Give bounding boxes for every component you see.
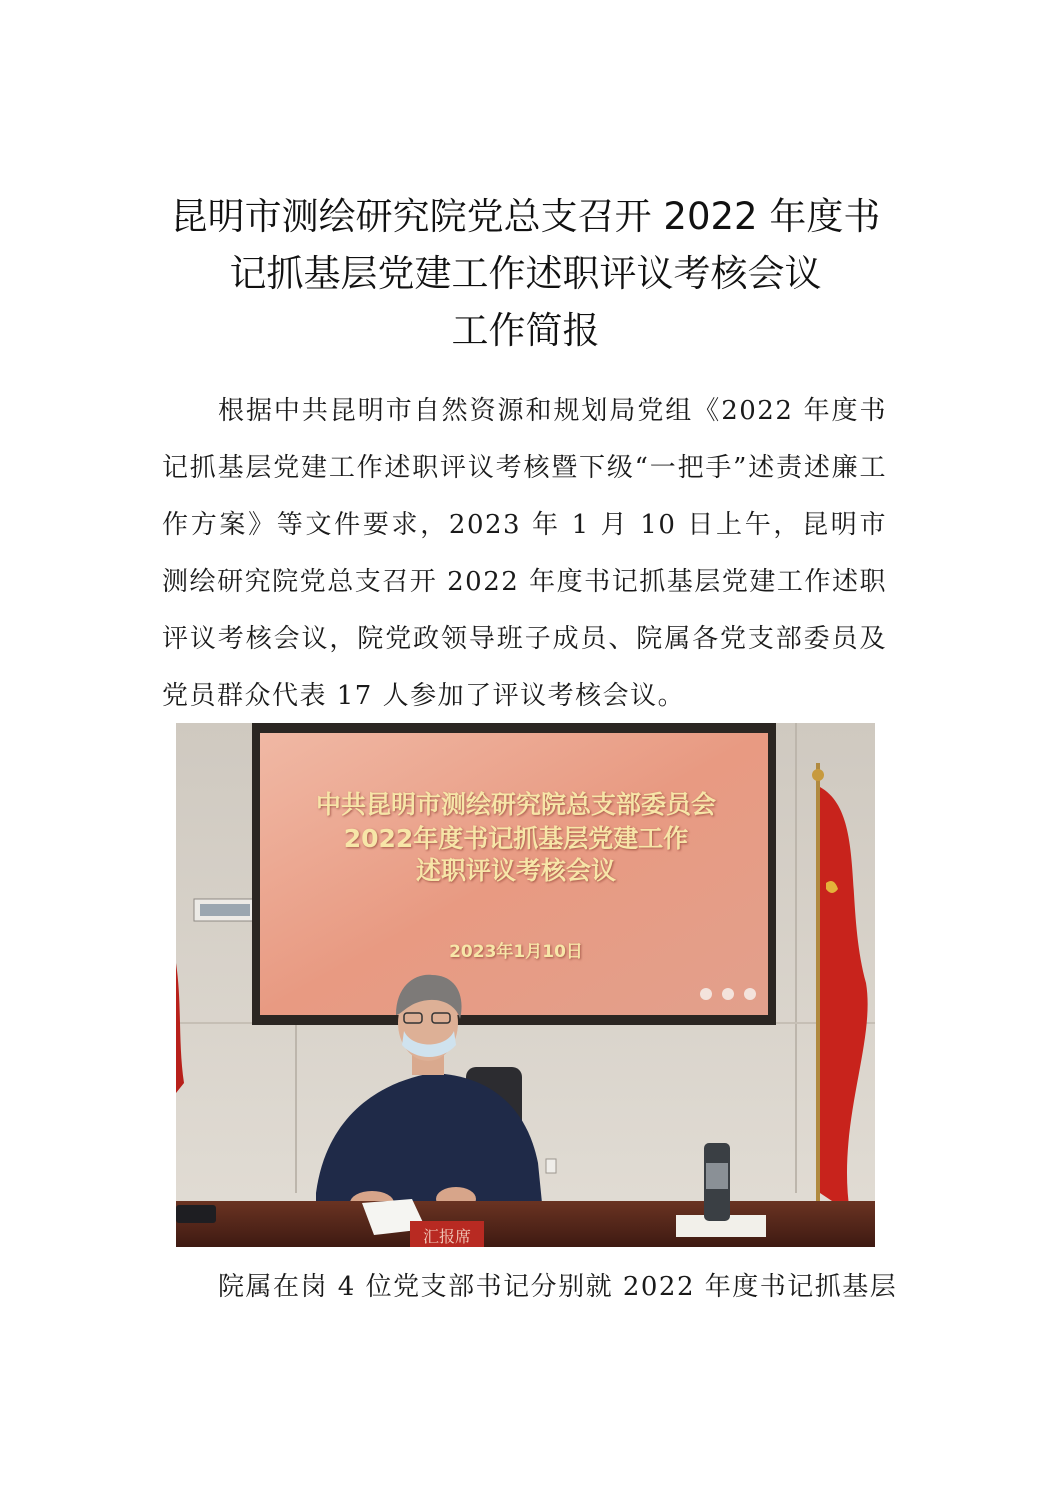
title-line-2: 记抓基层党建工作述职评议考核会议 (229, 252, 822, 295)
body-paragraph-2: 院属在岗 4 位党支部书记分别就 2022 年度书记抓基层 (218, 1272, 898, 1302)
screen-line-2: 2022年度书记抓基层党建工作 (343, 824, 689, 853)
page-title (0, 188, 1051, 359)
body-paragraph-1: 根据中共昆明市自然资源和规划局党组《2022 年度书记抓基层党建工作述职评议考核暨下级“一把手”述责述廉工作方案》等文件要求，2023 年 1 月 10 日上午，昆明市测绘研究院党总支召开 2022 年度书记抓基层党建工作述职评议考核会议，院党政领导班子成员、院属各党支部委员及党员群众代表 17 人参加了评议考核会议。 (162, 396, 887, 711)
screen-line-3: 述职评议考核会议 (415, 856, 616, 885)
screen-line-1: 中共昆明市测绘研究院总支部委员会 (315, 790, 716, 819)
meeting-photo (176, 723, 875, 1247)
title-line-3: 工作简报 (451, 309, 600, 352)
nameplate-text: 汇报席 (422, 1227, 471, 1246)
screen-date: 2023年1月10日 (449, 942, 583, 962)
title-line-1: 昆明市测绘研究院党总支召开 2022 年度书 (170, 195, 881, 238)
